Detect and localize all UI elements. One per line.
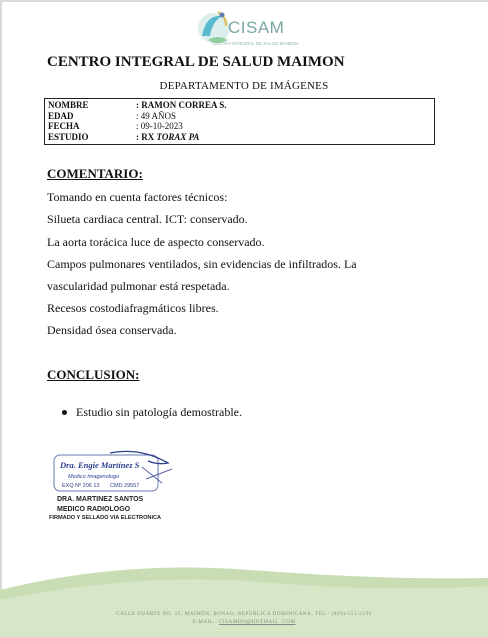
page-edge-left xyxy=(0,0,2,637)
comment-line: Densidad ósea conservada. xyxy=(47,323,177,337)
signed-note: FIRMADO Y SELLADO VIA ELECTRONICA xyxy=(49,515,162,521)
stamp-exequatur: EXQ Nº 206 13 xyxy=(62,483,100,489)
comment-line: Recesos costodiafragmáticos libres. xyxy=(47,301,219,315)
logo-name: CISAM xyxy=(228,18,285,37)
stamp-code: CMD 29557 xyxy=(110,483,140,489)
stamp-name: Dra. Engie Martínez S xyxy=(60,460,140,470)
fecha-value: : 09-10-2023 xyxy=(136,121,183,131)
patient-info-box xyxy=(44,98,435,145)
conclusion-item-text: Estudio sin patología demostrable. xyxy=(76,405,242,419)
conclusion-item xyxy=(62,405,242,420)
department-title: DEPARTAMENTO DE IMÁGENES xyxy=(159,80,329,92)
nombre-value: : RAMON CORREA S. xyxy=(136,100,227,110)
fecha-label: FECHA xyxy=(48,121,80,131)
patient-row-fecha xyxy=(48,121,431,132)
stamp-role: Medico Imagenologo xyxy=(68,474,120,480)
stamp-graphic xyxy=(50,449,180,497)
doctor-name: DRA. MARTINEZ SANTOS xyxy=(57,496,144,503)
comment-line: Tomando en cuenta factores técnicos: xyxy=(47,190,228,204)
logo-subtitle: CENTRO INTEGRAL DE SALUD MAIMON xyxy=(212,41,299,46)
edad-value: : 49 AÑOS xyxy=(136,110,177,121)
nombre-label: NOMBRE xyxy=(48,100,89,110)
comment-line: Campos pulmonares ventilados, sin evidencias de infiltrados. La xyxy=(47,257,357,271)
patient-row-edad xyxy=(48,111,431,122)
edad-label: EDAD xyxy=(48,110,74,121)
org-title: CENTRO INTEGRAL DE SALUD MAIMON xyxy=(47,54,345,70)
signature-block xyxy=(49,495,162,524)
bullet-icon xyxy=(62,410,67,415)
footer-email-label: E-MAIL : xyxy=(192,619,220,625)
estudio-label: ESTUDIO xyxy=(48,131,89,142)
estudio-prefix: : RX xyxy=(136,131,157,142)
doctor-role: MEDICO RADIOLOGO xyxy=(57,505,131,513)
comment-line: vascularidad pulmonar está respetada. xyxy=(47,279,230,293)
comment-heading: COMENTARIO: xyxy=(47,166,143,181)
page-edge-top xyxy=(0,0,488,2)
estudio-type: TORAX PA xyxy=(156,131,200,142)
footer-email-link[interactable]: CISAMDO@HOTMAIL .COM xyxy=(219,619,296,625)
footer-contact xyxy=(0,611,488,626)
conclusion-heading: CONCLUSION: xyxy=(47,367,140,382)
patient-row-nombre xyxy=(48,100,431,111)
footer-email-line xyxy=(0,619,488,627)
comment-line: Silueta cardiaca central. ICT: conservado. xyxy=(47,212,248,226)
cisam-logo xyxy=(192,6,302,56)
signature-stamp xyxy=(50,449,180,497)
patient-row-estudio xyxy=(48,132,431,143)
comment-line: La aorta torácica luce de aspecto conservado. xyxy=(47,235,265,249)
footer-address: CALLE DUARTE NO. 15, MAIMÓN, BONAO, REPUBLICA DOMINICANA, TEL.: (809)-551-2196 xyxy=(116,612,372,617)
estudio-value xyxy=(136,132,199,142)
